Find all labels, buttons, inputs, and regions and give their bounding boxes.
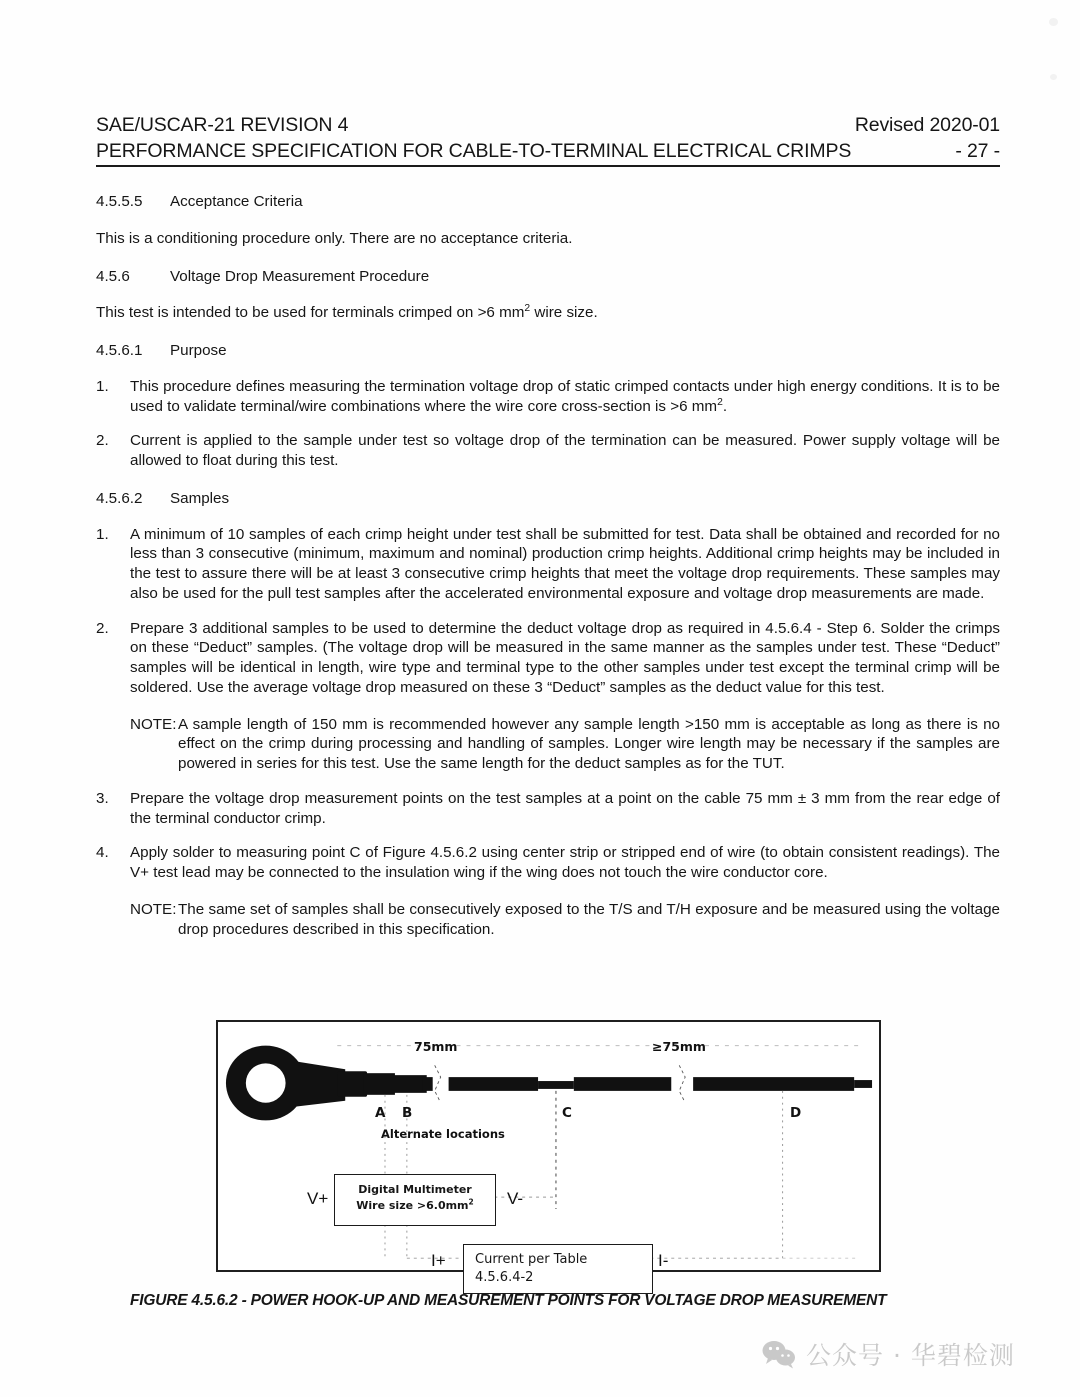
scan-artifact [1049, 18, 1058, 26]
digital-multimeter-box [334, 1174, 496, 1226]
v-minus-label: V- [507, 1189, 524, 1208]
wire-segment [693, 1077, 854, 1091]
list-item [96, 431, 1000, 471]
list-item-text: Apply solder to measuring point C of Figure 4.5.6.2 using center strip or stripped end of wire (to obtain consistent readings). The V+ test lead may be connected to the insulation wing if the wing does not touch the wire conductor core. [130, 844, 1000, 881]
dimension-label-right: ≥75mm [652, 1039, 706, 1054]
v-plus-label: V+ [307, 1189, 329, 1208]
watermark-text: 公众号 · 华碧检测 [806, 1341, 1015, 1370]
section-heading-purpose [96, 341, 1000, 361]
superscript-square: 2 [524, 303, 531, 315]
list-item-number: 3. [96, 789, 109, 807]
header-line-2 [96, 140, 1000, 167]
section-title: Voltage Drop Measurement Procedure [170, 267, 430, 285]
dimension-label-left: 75mm [414, 1039, 458, 1054]
wechat-watermark [762, 1336, 1015, 1372]
wire-segment [449, 1077, 538, 1091]
list-item-number: 1. [96, 377, 109, 395]
i-minus-label: I- [658, 1251, 669, 1270]
figure-4-5-6-2 [216, 1020, 881, 1286]
crimp-measurement-diagram [218, 1022, 879, 1270]
header-line-1 [96, 114, 1000, 137]
spec-subtitle: PERFORMANCE SPECIFICATION FOR CABLE-TO-TERMINAL ELECTRICAL CRIMPS [96, 140, 852, 162]
section-title: Purpose [170, 342, 227, 359]
list-item [96, 525, 1000, 604]
text-prefix: This test is intended to be used for terminals crimped on >6 mm [96, 304, 525, 322]
list-item-number: 2. [96, 619, 109, 637]
note-block [130, 715, 1000, 774]
current-source-box [463, 1244, 653, 1294]
paragraph-acceptance-criteria: This is a conditioning procedure only. There are no acceptance criteria. [96, 229, 573, 247]
wire-segment [423, 1077, 433, 1091]
list-item-text: A minimum of 10 samples of each crimp height under test shall be submitted for test. Data shall be obtained and recorded for no less than 3 consecutive (minimum, maximum and nominal) production crimp heights. Additional crimp heights may be included in the test to assure there will be at least 3 consecutive crimp heights that meet the voltage drop requirements. These samples may also be used for the pull test samples after the accelerated environmental exposure and voltage drop measurements are made. [130, 525, 1000, 602]
paragraph-voltage-drop-intro [96, 303, 1000, 323]
wire-solder-point-c [538, 1081, 574, 1089]
note-block [130, 900, 1000, 940]
figure-caption: FIGURE 4.5.6.2 - POWER HOOK-UP AND MEASUREMENT POINTS FOR VOLTAGE DROP MEASUREMENT [130, 1292, 887, 1309]
break-mark [679, 1065, 685, 1102]
point-label-c: C [562, 1105, 572, 1121]
list-item-text [130, 377, 1000, 417]
scan-artifact [1050, 74, 1057, 80]
section-number: 4.5.6 [96, 267, 130, 285]
note-text: A sample length of 150 mm is recommended however any sample length >150 mm is acceptable as long as there is no effect on the crimp during processing and handling of samples. Longer wire length may be necessary if the samples are powered in series for this test. Use the same length for the deduct samples as for the TUT. [178, 715, 1000, 772]
note-label: NOTE: [130, 900, 177, 918]
list-purpose [96, 377, 1000, 471]
point-label-b: B [402, 1105, 413, 1121]
current-line-1: Current per Table [475, 1252, 588, 1267]
conductor-crimp [363, 1073, 395, 1095]
dmm-line-2 [335, 1198, 495, 1214]
i-plus-label: I+ [431, 1251, 446, 1270]
text-suffix: . [722, 397, 728, 415]
list-item-text: Prepare 3 additional samples to be used to determine the deduct voltage drop as required in 4.5.6.4 - Step 6. Solder the crimps on these “Deduct” samples. (The voltage drop will be measured in the same manner as the samples under test. These “Deduct” samples will be identical in length, wire type and terminal type to the other samples under test except the terminal crimp will be soldered. Use the average voltage drop measured on these 3 “Deduct” samples as the deduct value for this test. [130, 619, 1000, 696]
list-item-number: 4. [96, 844, 109, 862]
page-header [96, 114, 1000, 167]
list-samples [96, 525, 1000, 940]
dmm-line-1: Digital Multimeter [358, 1183, 472, 1196]
list-item [96, 789, 1000, 829]
list-item [96, 843, 1000, 883]
page-number: - 27 - [955, 140, 1000, 162]
section-heading-acceptance-criteria [96, 192, 1000, 212]
wire-segment [574, 1077, 671, 1091]
text-suffix: wire size. [530, 304, 598, 322]
figure-frame [216, 1020, 881, 1286]
list-item-number: 1. [96, 525, 109, 543]
list-item-text: Current is applied to the sample under test so voltage drop of the termination can be measured. Power supply voltage will be allowed to float during this test. [130, 432, 1000, 469]
ring-hole [246, 1063, 286, 1102]
dmm-wire-size: Wire size >6.0mm [356, 1198, 469, 1212]
list-item [96, 377, 1000, 417]
current-line-2: 4.5.6.4-2 [475, 1270, 534, 1286]
alternate-locations-label: Alternate locations [381, 1127, 505, 1141]
section-heading-voltage-drop [96, 267, 1000, 287]
section-title: Acceptance Criteria [170, 193, 303, 210]
wire-end [854, 1080, 872, 1088]
section-title: Samples [170, 489, 230, 507]
list-item-text: Prepare the voltage drop measurement points on the test samples at a point on the cable 75 mm ± 3 mm from the rear edge of the terminal conductor crimp. [130, 789, 1000, 827]
list-item [96, 619, 1000, 698]
point-label-a: A [375, 1105, 386, 1121]
spec-title: SAE/USCAR-21 REVISION 4 [96, 114, 349, 136]
point-label-d: D [790, 1105, 802, 1121]
section-number: 4.5.5.5 [96, 193, 143, 210]
insulation-crimp [393, 1075, 427, 1093]
wechat-icon [762, 1339, 796, 1369]
section-heading-samples [96, 489, 1000, 509]
section-number: 4.5.6.1 [96, 342, 143, 359]
text-prefix: This procedure defines measuring the termination voltage drop of static crimped contacts under high energy conditions. It is to be used to validate terminal/wire combinations where the wire core cross-section is >6 mm [130, 377, 1000, 415]
revision-date: Revised 2020-01 [854, 114, 1000, 136]
superscript-square: 2 [717, 396, 723, 408]
list-item-number: 2. [96, 432, 109, 450]
note-label: NOTE: [130, 715, 177, 733]
document-body [96, 192, 1000, 939]
note-text: The same set of samples shall be consecutively exposed to the T/S and T/H exposure and be measured using the voltage drop procedures described in this specification. [178, 900, 1000, 938]
superscript-square: 2 [468, 1197, 474, 1207]
section-number: 4.5.6.2 [96, 489, 143, 507]
